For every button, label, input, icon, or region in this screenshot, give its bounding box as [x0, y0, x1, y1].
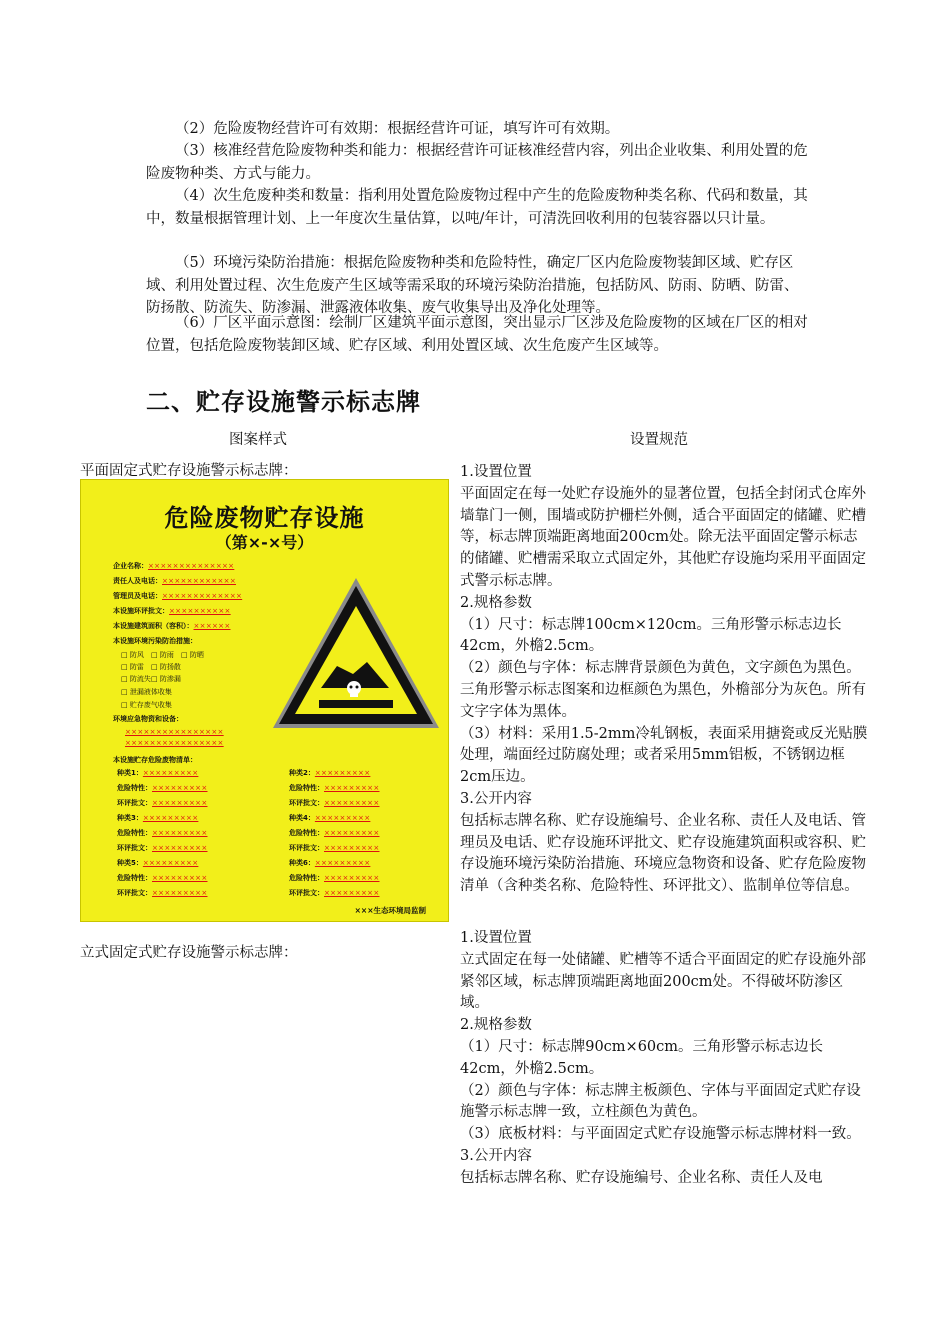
measure-item: □ 防晒 — [181, 651, 204, 659]
waste-list-item: 环评批文：××××××××× — [117, 844, 208, 852]
waste-list-item: 危险特性：××××××××× — [289, 874, 380, 882]
spec-stand-block — [460, 928, 872, 1190]
waste-list-item: 危险特性：××××××××× — [117, 784, 208, 792]
waste-list-item: 种类3：××××××××× — [117, 814, 199, 822]
spec-line: 3.公开内容 — [460, 1147, 532, 1164]
paragraph-6: （6）厂区平面示意图：绘制厂区建筑平面示意图，突出显示厂区涉及危险废物的区域在厂区的相对位置，包括危险废物装卸区域、贮存区域、利用处置区域、次生危废产生区域等。 — [146, 315, 808, 354]
measure-item: □ 防雷 — [121, 663, 144, 671]
spec-line: （1）尺寸：标志牌100cm×120cm。三角形警示标志边长42cm，外檐2.5cm。 — [460, 616, 842, 655]
column-header-spec: 设置规范 — [630, 432, 688, 448]
waste-list-item: 环评批文：××××××××× — [289, 844, 380, 852]
paragraph-4: （4）次生危废种类和数量：指利用处置危险废物过程中产生的危险废物种类名称、代码和数量，其中，数量根据管理计划、上一年度次生量估算，以吨/年计，可清洗回收利用的包装容器以只计量。 — [146, 188, 808, 227]
sign-title: 危险废物贮存设施 — [164, 504, 365, 532]
waste-list-item: 种类4：××××××××× — [289, 814, 371, 822]
spec-line: 2.规格参数 — [460, 1017, 532, 1034]
emergency-label: 环境应急物资和设备： — [113, 715, 183, 723]
emergency-value: ×××××××××××××××× — [125, 739, 224, 747]
sign-field: 本设施环境污染防治措施： — [113, 637, 197, 645]
column-header-pattern: 图案样式 — [229, 432, 287, 448]
sign-field: 企业名称：×××××××××××××× — [113, 562, 235, 570]
spec-line: 包括标志牌名称、贮存设施编号、企业名称、责任人及电 — [460, 1169, 823, 1186]
measure-item: □ 防风 — [121, 651, 144, 659]
spec-line: （2）颜色与字体：标志牌背景颜色为黄色，文字颜色为黑色。三角形警示标志图案和边框颜色为黑色，外檐部分为灰色。所有文字字体为黑体。 — [460, 660, 866, 720]
waste-list-item: 环评批文：××××××××× — [117, 799, 208, 807]
hazard-triangle-icon — [271, 576, 441, 730]
paragraph-2: （2）危险废物经营许可有效期：根据经营许可证，填写许可有效期。 — [175, 121, 620, 137]
waste-list-item: 危险特性：××××××××× — [117, 874, 208, 882]
paragraph-3: （3）核准经营危险废物种类和能力：根据经营许可证核准经营内容，列出企业收集、利用处置的危险废物种类、方式与能力。 — [146, 143, 808, 182]
spec-line: （3）底板材料：与平面固定式贮存设施警示标志牌材料一致。 — [460, 1126, 861, 1143]
spec-line: 包括标志牌名称、贮存设施编号、企业名称、责任人及电话、管理员及电话、贮存设施环评批文、贮存设施建筑面积或容积、贮存设施环境污染防治措施、环境应急物资和设备、贮存危险废物清单（含种类名称、危险特性、环评批文）、监制单位等信息。 — [460, 812, 866, 895]
sign-footer: ×××生态环境局监制 — [354, 906, 426, 915]
sign-field: 本设施建筑面积（容积）：×××××× — [113, 622, 231, 630]
waste-list-label: 本设施贮存危险废物清单： — [113, 756, 197, 764]
measure-item: □ 防扬散 — [151, 663, 181, 671]
spec-line: （2）颜色与字体：标志牌主板颜色、字体与平面固定式贮存设施警示标志牌一致，立柱颜色为黄色。 — [460, 1082, 861, 1121]
measure-item: □ 防雨 — [151, 651, 174, 659]
waste-list-item: 危险特性：××××××××× — [289, 829, 380, 837]
spec-flat-block — [460, 462, 872, 898]
spec-line: 1.设置位置 — [460, 930, 532, 946]
label-stand-sign: 立式固定式贮存设施警示标志牌： — [80, 945, 298, 961]
sign-subtitle: （第×-×号） — [215, 533, 314, 552]
waste-list-item: 种类6：××××××××× — [289, 859, 371, 867]
waste-list-item: 环评批文：××××××××× — [289, 889, 380, 897]
spec-line: 立式固定在每一处储罐、贮槽等不适合平面固定的贮存设施外部紧邻区域，标志牌顶端距离地面200cm处。不得破坏防渗区域。 — [460, 951, 866, 1012]
section-heading: 二、贮存设施警示标志牌 — [146, 388, 421, 416]
spec-line: （3）材料：采用1.5-2mm冷轧钢板，表面采用搪瓷或反光贴膜处理，端面经过防腐处理；或者采用5mm铝板，不锈钢边框2cm压边。 — [460, 725, 868, 786]
measure-item: □ 防流失 — [121, 675, 151, 683]
spec-line: 3.公开内容 — [460, 790, 532, 807]
sign-field: 本设施环评批文：×××××××××× — [113, 607, 231, 615]
emergency-value: ×××××××××××××××× — [125, 728, 224, 736]
measure-item: □ 泄漏液体收集 — [121, 688, 172, 696]
sign-field: 责任人及电话：×××××××××××× — [113, 577, 236, 585]
waste-list-item: 环评批文：××××××××× — [117, 889, 208, 897]
waste-list-item: 种类2：××××××××× — [289, 769, 371, 777]
measure-item: □ 贮存废气收集 — [121, 701, 172, 709]
spec-line: 1.设置位置 — [460, 464, 532, 480]
measure-item: □ 防渗漏 — [151, 675, 181, 683]
paragraph-5: （5）环境污染防治措施：根据危险废物种类和危险特性，确定厂区内危险废物装卸区域、贮存区域、利用处置过程、次生危废产生区域等需采取的环境污染防治措施，包括防风、防雨、防晒、防雷、防扬散、防流失、防渗漏、泄露液体收集、废气收集导出及净化处理等。 — [146, 255, 799, 316]
waste-list-item: 危险特性：××××××××× — [289, 784, 380, 792]
label-flat-sign: 平面固定式贮存设施警示标志牌： — [80, 463, 298, 479]
waste-list-item: 种类5：××××××××× — [117, 859, 199, 867]
spec-line: （1）尺寸：标志牌90cm×60cm。三角形警示标志边长42cm，外檐2.5cm。 — [460, 1038, 824, 1077]
warning-sign-image — [80, 479, 449, 922]
waste-list-item: 环评批文：××××××××× — [289, 799, 380, 807]
waste-list-item: 危险特性：××××××××× — [117, 829, 208, 837]
spec-line: 平面固定在每一处贮存设施外的显著位置，包括全封闭式仓库外墙靠门一侧，围墙或防护栅栏外侧，适合平面固定的储罐、贮槽等，标志牌顶端距离地面200cm处。除无法平面固定警示标志的储罐、贮槽需采取立式固定外，其他贮存设施均采用平面固定式警示标志牌。 — [460, 485, 866, 589]
spec-line: 2.规格参数 — [460, 594, 532, 611]
waste-list-item: 种类1：××××××××× — [117, 769, 199, 777]
sign-field: 管理员及电话：××××××××××××× — [113, 592, 243, 600]
